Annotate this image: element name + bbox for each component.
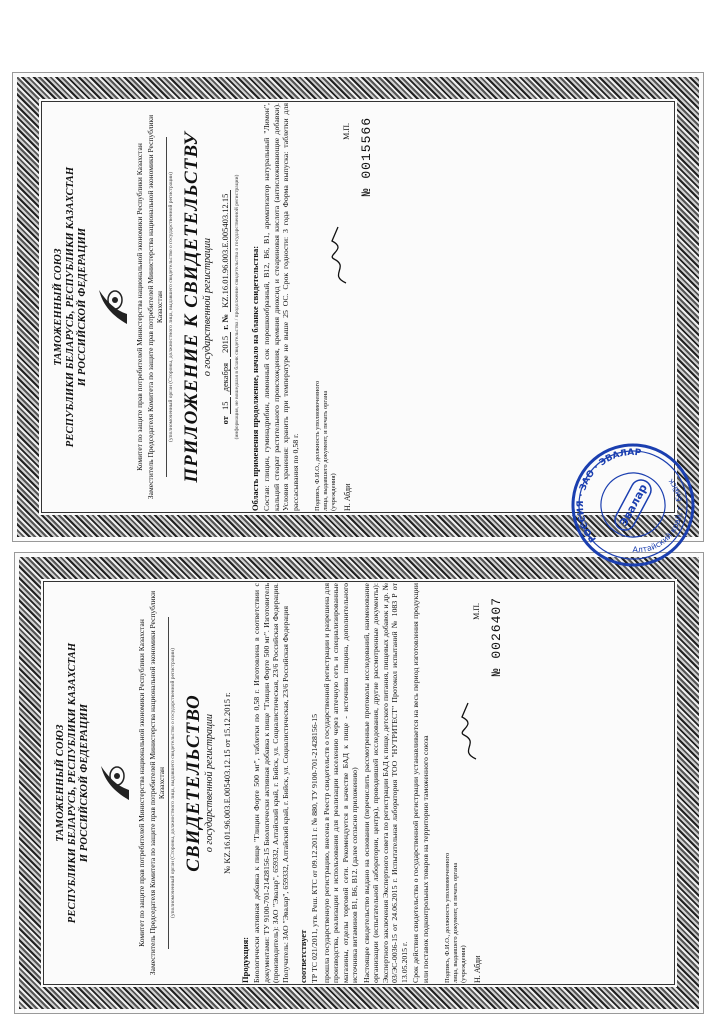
issuer-hint: (уполномоченный орган (Стороны, должностного лица, выдавшего свидетельство о государственной регистрации)	[168, 617, 177, 949]
annex-serial-number: № 0015566	[359, 117, 374, 197]
union-title: ТАМОЖЕННЫЙ СОЮЗ РЕСПУБЛИКИ БЕЛАРУСЬ, РЕСПУБЛИКИ КАЗАХСТАН И РОССИЙСКОЙ ФЕДЕРАЦИИ	[53, 166, 88, 448]
stamp-top-text: РОССИЯ · ЗАО · ЭВАЛАР	[575, 447, 642, 544]
number-prefix: г. №	[220, 314, 230, 330]
annex-section-head: Область применения продолжение, начало на бланке свидетельства:	[250, 245, 260, 511]
certificate-title: СВИДЕТЕЛЬСТВО	[183, 694, 204, 872]
stamp-bottom-text: Алтайский край, г. Бийск	[632, 476, 685, 555]
date-year: 2015	[220, 332, 231, 357]
certificate-document	[14, 552, 704, 1014]
issuer-line-2: Заместитель Председателя Комитета по защите прав потребителей Министерства национальной экономики Республики Казахстан	[146, 114, 164, 500]
date-month: декабря	[220, 359, 231, 395]
certificate-number: № KZ.16.01.96.003.E.005403.12.15 от 15.12.2015 г.	[222, 692, 232, 874]
signature-caption: Подпись, Ф.И.О., должность уполномоченного лица, выдавшего документ, и печать органа (учреждения)	[444, 852, 467, 983]
signatory-name: Н. Абди	[343, 483, 352, 511]
signature-scribble-icon	[454, 701, 482, 761]
compliance-text: ТР ТС 021/2011, утв. Реш. КТС от 09.12.2011 г. № 880, ТУ 9100-701-21428156-15	[310, 713, 319, 983]
stamp-place: М.П.	[342, 123, 351, 140]
product-description: Биологически активная добавка к пище "Глицин Форте 500 мг", таблетки по 0,58 г. Изготовлена в соответствии с документами: ТУ 9100-701-21428156-15 Биологически активная добавка к пище "Глицин Форте 500 мг". Изготовитель (производитель): ЗАО "Эвалар", 659332, Алтайский край, г. Бийск, ул. Социалистическая, 23/6 Российская Федерация. Получатель: ЗАО "Эвалар", 659332, Алтайский край, г. Бийск, ул. Социалистическая, 23/6 Российская Федерация	[252, 583, 290, 983]
basis-text: Настоящее свидетельство выдано на основании (перечислить рассмотренные протоколы исследований, наименование организации (испытательной лаборатории, центра), проводившей исследования, другие рассмотренные документы): Экспертного заключения Экспертного совета по регистрации БАД к пище, детского питания, пищевых добавок и др. № 03/ЭС-0036-15 от 24.06.2015 г. Испытательная лаборатория ТОО "НУТРИТЕСТ" Протокол испытаний № 1083 Р от 13.05.2015 г.	[361, 583, 409, 983]
product-head: Продукция:	[240, 936, 250, 983]
registration-text: прошла государственную регистрацию, внесена в Реестр свидетельств о государственной регистрации и разрешена для производства, реализации и использования для реализации населению через аптечную сеть и специализированные магазины, отделы торговой сети. Рекомендуется в качестве БАД к пище - источника глицина, дополнительного источника витаминов В1, В6, В12. (далее согласно приложению)	[321, 583, 359, 983]
issuer-hint: (уполномоченный орган (Стороны, должностного лица, выдавшего свидетельство о государственной регистрации)	[166, 137, 175, 477]
issuer-line-1: Комитет по защите прав потребителей Министерства национальной экономики Республики Казахстан	[137, 619, 146, 947]
date-day: 15	[220, 397, 231, 414]
issuer-line-1: Комитет по защите прав потребителей Министерства национальной экономики Республики Казахстан	[135, 143, 144, 471]
annex-signature-block	[314, 103, 352, 511]
issuer-line-2: Заместитель Председателя Комитета по защите прав потребителей Министерства национальной экономики Республики Казахстан	[148, 590, 166, 976]
validity-text: Срок действия свидетельства о государственной регистрации устанавливается на весь период изготовления продукции или поставок подконтрольных товаров на территорию таможенного союза	[411, 583, 430, 983]
annex-date-hint: (информация, не вошедшая в бланк свидетельства / продолжение свидетельства о государственной регистрации)	[234, 174, 240, 440]
signature-caption: Подпись, Ф.И.О., должность уполномоченного лица, выдавшего документ, и печать органа (учреждения)	[314, 380, 337, 511]
annex-title: ПРИЛОЖЕНИЕ К СВИДЕТЕЛЬСТВУ	[181, 131, 202, 483]
union-emblem-icon	[95, 760, 135, 806]
certificate-signature-block	[444, 583, 482, 983]
union-title: ТАМОЖЕННЫЙ СОЮЗ РЕСПУБЛИКИ БЕЛАРУСЬ, РЕСПУБЛИКИ КАЗАХСТАН И РОССИЙСКОЙ ФЕДЕРАЦИИ	[55, 642, 90, 924]
union-emblem-icon	[93, 284, 133, 330]
date-prefix: от	[220, 416, 230, 425]
certificate-subtitle: о государственной регистрации	[204, 713, 215, 853]
signature-scribble-icon	[324, 225, 352, 285]
compliance-head: соответствует	[298, 929, 308, 983]
certificate-content	[51, 577, 691, 989]
stamp-place: М.П.	[472, 603, 481, 620]
signatory-name: Н. Абди	[473, 955, 482, 983]
annex-number: KZ.16.01.96.003.E.005403.12.15	[220, 190, 231, 312]
certificate-serial-number: № 0026407	[489, 597, 504, 677]
annex-date-line	[220, 97, 230, 517]
annex-subtitle: о государственной регистрации	[202, 237, 213, 377]
stamp-center-text: Эвалар	[616, 481, 650, 529]
annex-body: Состав: глицин, гуминадрибин, лимонный сок порошкообразный, В12, В6, В1, ароматизатор натуральный "Лимон", кальций стеарат растительного происхождения, кремния диоксид и стеариновая кислота (антислеживающие добавки). Условия хранения: хранить при температуре не выше 25 ОС. Срок годности: 3 года Форма выпуска: таблетки для рассасывания по 0,58 г.	[262, 103, 300, 511]
